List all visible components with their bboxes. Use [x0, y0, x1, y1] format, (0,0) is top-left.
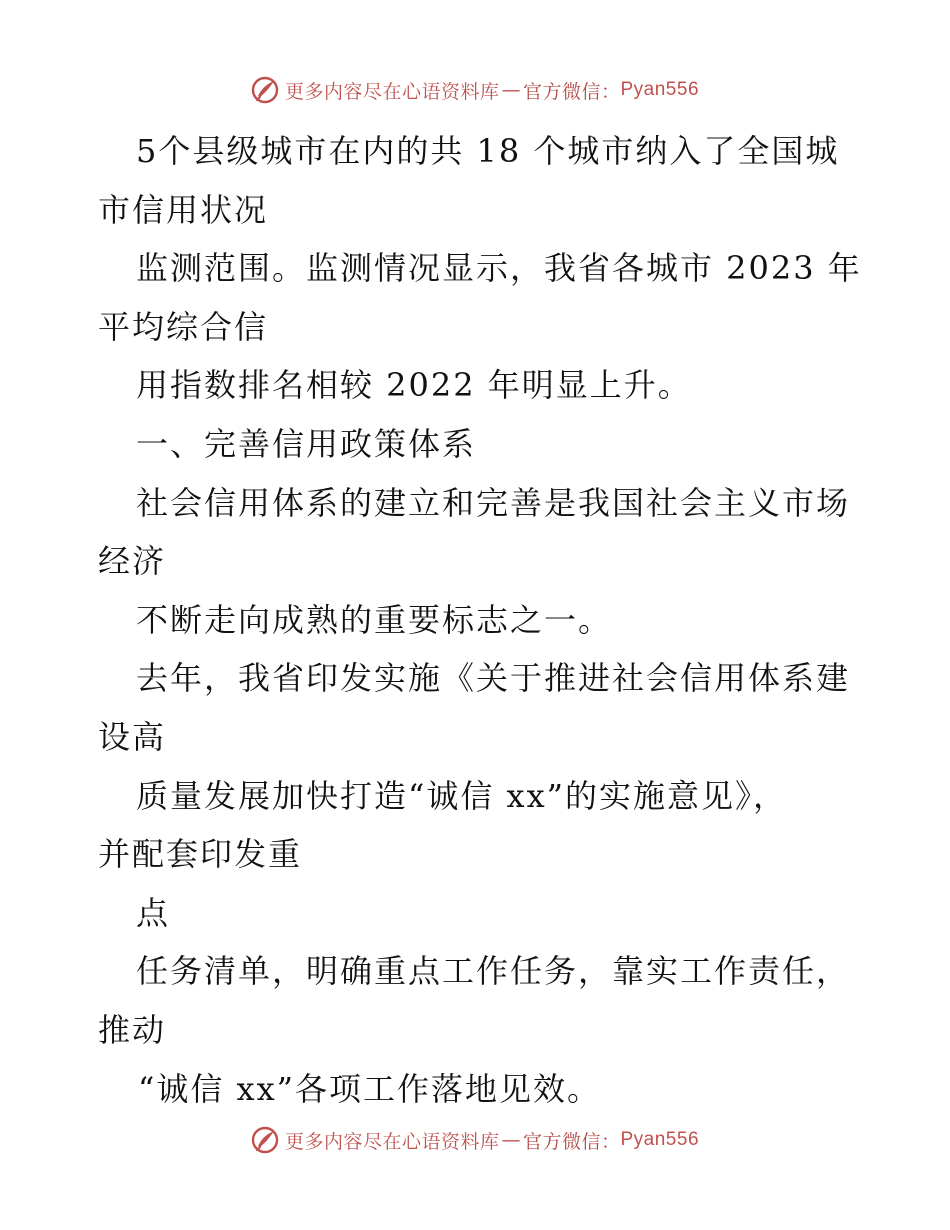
banner-wechat-label: 官方微信：	[522, 80, 621, 103]
text-line: 平均综合信	[98, 307, 269, 346]
quill-logo-icon	[251, 76, 279, 104]
banner-text: 更多内容尽在心语资料库	[284, 1130, 500, 1153]
header-banner	[0, 70, 950, 110]
text-line: 并配套印发重	[98, 835, 303, 874]
text-line: 社会信用体系的建立和完善是我国社会主义市场	[136, 483, 851, 522]
text-line: 推动	[98, 1010, 167, 1049]
text-line: 经济	[98, 542, 167, 581]
banner-wechat-id: Pyan556	[620, 79, 700, 100]
text-line: 监测范围。监测情况显示，我省各城市 2023 年	[136, 249, 862, 288]
quill-logo-icon	[251, 1126, 279, 1154]
text-line: 任务清单，明确重点工作任务，靠实工作责任，	[136, 952, 851, 991]
text-line: 点	[136, 893, 171, 932]
document-body	[98, 122, 862, 1118]
banner-wechat-label: 官方微信：	[522, 1130, 621, 1153]
text-line: 5个县级城市在内的共 18 个城市纳入了全国城	[136, 132, 840, 170]
text-line: 不断走向成熟的重要标志之一。	[136, 600, 613, 639]
footer-banner	[0, 1120, 950, 1160]
banner-separator: —	[501, 1129, 521, 1151]
banner-separator: —	[501, 79, 521, 101]
text-line: 质量发展加快打造“诚信 xx”的实施意见》，	[136, 776, 787, 815]
text-line: 设高	[98, 717, 167, 756]
text-line: 去年，我省印发实施《关于推进社会信用体系建	[136, 659, 851, 698]
section-heading: 一、完善信用政策体系	[136, 424, 477, 463]
text-line: 市信用状况	[98, 190, 269, 229]
text-line: 用指数排名相较 2022 年明显上升。	[136, 366, 692, 405]
banner-text: 更多内容尽在心语资料库	[284, 80, 500, 103]
text-line: “诚信 xx”各项工作落地见效。	[138, 1069, 601, 1108]
banner-wechat-id: Pyan556	[620, 1129, 700, 1150]
